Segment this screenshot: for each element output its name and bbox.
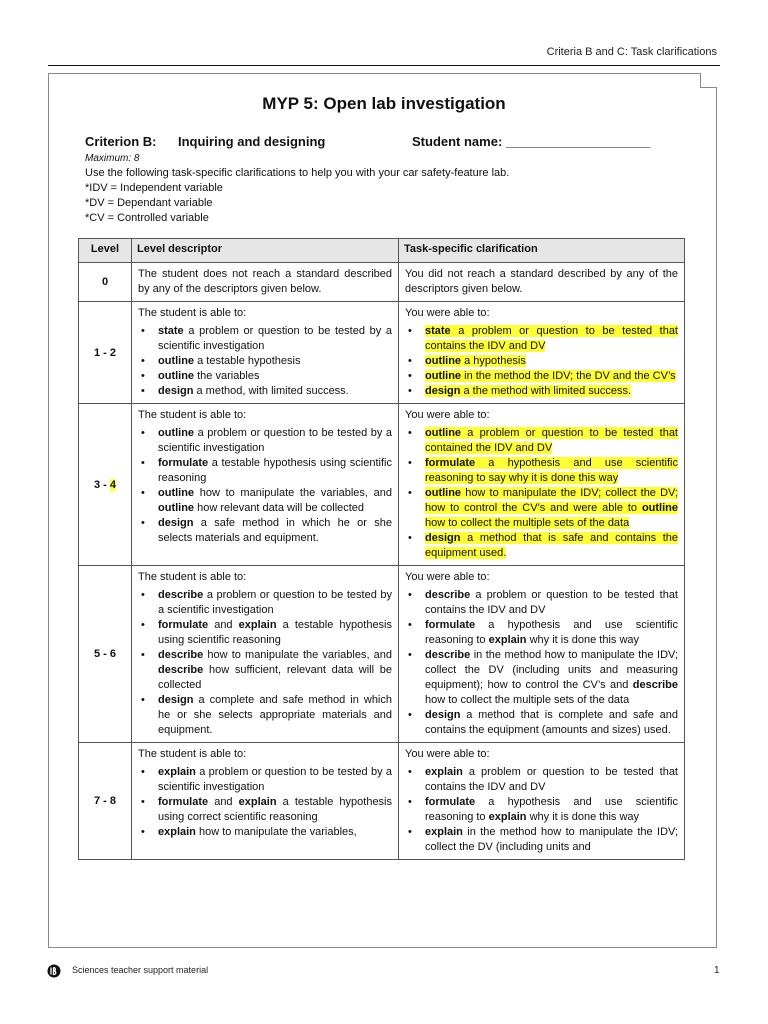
descriptor-list xyxy=(138,765,392,840)
criterion-label: Criterion B: xyxy=(85,134,157,149)
list-item: • design a complete and safe method in which he or she selects appropriate materials and equipment. xyxy=(138,693,392,738)
list-item: • describe a problem or question to be tested by a scientific investigation xyxy=(138,588,392,618)
cv-definition: *CV = Controlled variable xyxy=(85,212,209,224)
clarification-lead: You were able to: xyxy=(405,307,490,319)
list-item: • formulate and explain a testable hypothesis using correct scientific reasoning xyxy=(138,795,392,825)
list-item: • formulate a hypothesis and use scientific reasoning to explain why it is done this way xyxy=(405,795,678,825)
level-cell: 5 - 6 xyxy=(79,566,132,743)
list-item: • describe in the method how to manipulate the IDV; collect the DV (including units and measuring equipment); how to control the CV’s and describe how to collect the multiple sets of the data xyxy=(405,648,678,708)
list-item: • design a method, with limited success. xyxy=(138,384,392,399)
running-header: Criteria B and C: Task clarifications xyxy=(546,46,717,58)
list-item: • formulate and explain a testable hypothesis using scientific reasoning xyxy=(138,618,392,648)
header-descriptor: Level descriptor xyxy=(132,239,399,263)
list-item: • outline a problem or question to be tested by a scientific investigation xyxy=(138,426,392,456)
table-header-row xyxy=(79,239,685,263)
list-item: • describe a problem or question to be tested that contains the IDV and DV xyxy=(405,588,678,618)
list-item: • explain a problem or question to be tested that contains the IDV and DV xyxy=(405,765,678,795)
header-rule xyxy=(48,65,720,66)
descriptor-lead: The student is able to: xyxy=(138,571,247,583)
descriptor-list xyxy=(138,324,392,399)
descriptor-cell: The student does not reach a standard described by any of the descriptors given below. xyxy=(132,263,399,302)
clarification-cell xyxy=(399,302,685,404)
level-cell: 0 xyxy=(79,263,132,302)
table-row xyxy=(79,263,685,302)
header-level: Level xyxy=(79,239,132,263)
page-number: 1 xyxy=(714,965,720,976)
clarification-cell: You did not reach a standard described by any of the descriptors given below. xyxy=(399,263,685,302)
clarification-lead: You were able to: xyxy=(405,748,490,760)
list-item: • explain in the method how to manipulate the IDV; collect the DV (including units and xyxy=(405,825,678,855)
criterion-heading xyxy=(85,134,705,152)
intro-instruction: Use the following task-specific clarifications to help you with your car safety-feature lab. xyxy=(85,167,510,179)
intro-block xyxy=(85,151,509,226)
level-cell: 1 - 2 xyxy=(79,302,132,404)
table-row xyxy=(79,743,685,860)
clarification-cell xyxy=(399,743,685,860)
list-item: • formulate a hypothesis and use scientific reasoning to explain why it is done this way xyxy=(405,618,678,648)
list-item: • outline how to manipulate the IDV; collect the DV; how to control the CV’s and were able to outline how to collect the multiple sets of the data xyxy=(405,486,678,531)
dv-definition: *DV = Dependant variable xyxy=(85,197,213,209)
list-item: • outline how to manipulate the variables, and outline how relevant data will be collected xyxy=(138,486,392,516)
list-item: • formulate a testable hypothesis using scientific reasoning xyxy=(138,456,392,486)
clarification-list xyxy=(405,324,678,399)
clarification-list xyxy=(405,426,678,561)
table-row xyxy=(79,566,685,743)
list-item: • design a method that is safe and contains the equipment used. xyxy=(405,531,678,561)
level-cell: 3 - 4 xyxy=(79,404,132,566)
clarification-lead: You were able to: xyxy=(405,409,490,421)
descriptor-lead: The student is able to: xyxy=(138,748,247,760)
list-item: • state a problem or question to be tested by a scientific investigation xyxy=(138,324,392,354)
idv-definition: *IDV = Independent variable xyxy=(85,182,223,194)
list-item: • state a problem or question to be tested that contains the IDV and DV xyxy=(405,324,678,354)
descriptor-cell xyxy=(132,743,399,860)
list-item: • describe how to manipulate the variables, and describe how sufficient, relevant data will be collected xyxy=(138,648,392,693)
descriptor-list xyxy=(138,426,392,546)
descriptor-cell xyxy=(132,404,399,566)
table-row xyxy=(79,302,685,404)
list-item: • design a the method with limited success. xyxy=(405,384,678,399)
descriptor-lead: The student is able to: xyxy=(138,307,247,319)
descriptor-list xyxy=(138,588,392,738)
descriptor-lead: The student is able to: xyxy=(138,409,247,421)
page-title: MYP 5: Open lab investigation xyxy=(262,94,506,113)
descriptor-cell xyxy=(132,302,399,404)
clarification-cell xyxy=(399,566,685,743)
list-item: • outline a testable hypothesis xyxy=(138,354,392,369)
list-item: • design a method that is complete and safe and contains the equipment (amounts and sizes) used. xyxy=(405,708,678,738)
list-item: • outline the variables xyxy=(138,369,392,384)
student-name-field: Student name: ____________________ xyxy=(412,134,651,149)
list-item: • design a safe method in which he or she selects materials and equipment. xyxy=(138,516,392,546)
clarification-list xyxy=(405,588,678,738)
clarification-lead: You were able to: xyxy=(405,571,490,583)
descriptor-cell xyxy=(132,566,399,743)
list-item: • outline a hypothesis xyxy=(405,354,678,369)
criterion-name: Inquiring and designing xyxy=(178,134,326,149)
list-item: • formulate a hypothesis and use scientific reasoning to say why it is done this way xyxy=(405,456,678,486)
ib-logo-icon xyxy=(47,964,61,978)
footer-document-title: Sciences teacher support material xyxy=(72,965,209,975)
table-row xyxy=(79,404,685,566)
page-corner-fold xyxy=(700,73,717,88)
list-item: • explain a problem or question to be tested by a scientific investigation xyxy=(138,765,392,795)
rubric-table xyxy=(78,238,685,860)
header-clarification: Task-specific clarification xyxy=(399,239,685,263)
clarification-list xyxy=(405,765,678,855)
list-item: • explain how to manipulate the variables, xyxy=(138,825,392,840)
list-item: • outline in the method the IDV; the DV and the CV’s xyxy=(405,369,678,384)
clarification-cell xyxy=(399,404,685,566)
maximum-score: Maximum: 8 xyxy=(85,153,140,164)
list-item: • outline a problem or question to be tested that contained the IDV and DV xyxy=(405,426,678,456)
level-cell: 7 - 8 xyxy=(79,743,132,860)
